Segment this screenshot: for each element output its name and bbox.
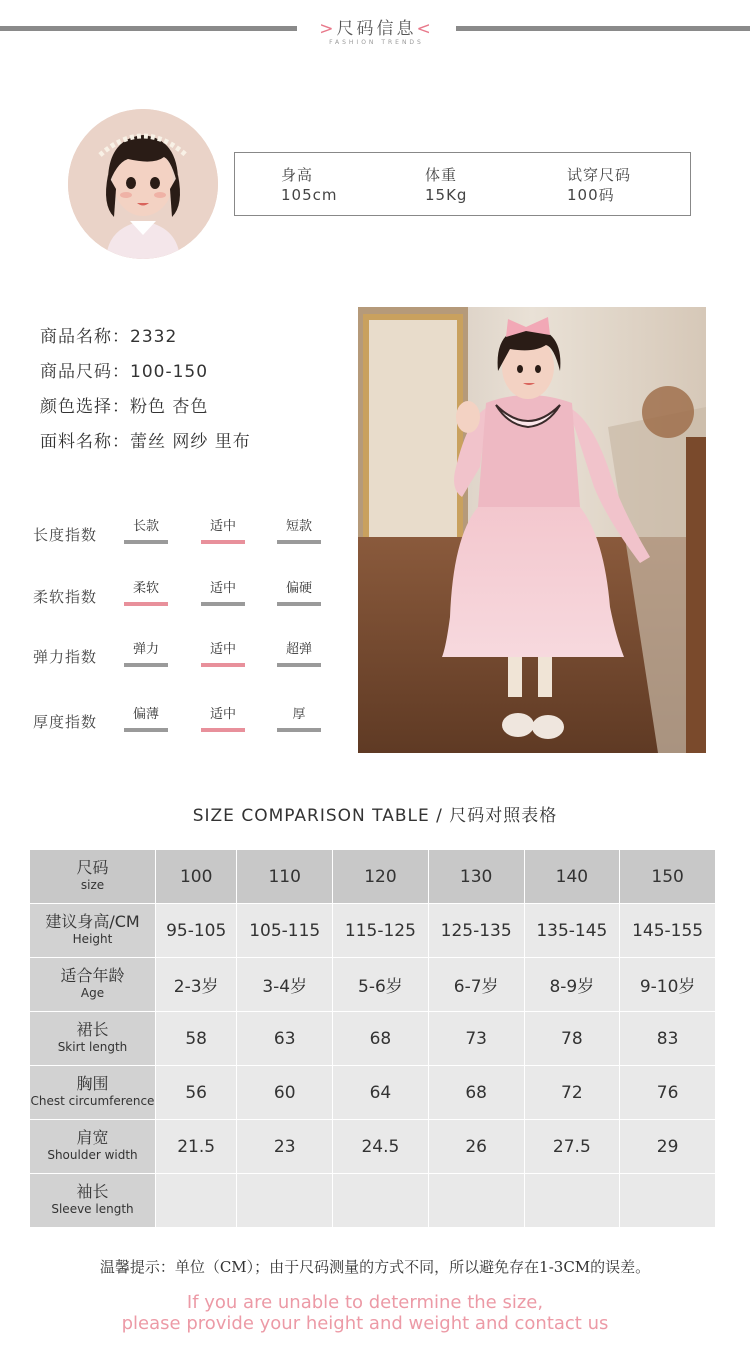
table-row bbox=[30, 958, 716, 1012]
table-cell: 58 bbox=[156, 1012, 237, 1066]
model-tried-size-label: 试穿尺码 bbox=[567, 166, 632, 184]
softness-option-text: 偏硬 bbox=[285, 581, 312, 596]
table-cell: 24.5 bbox=[333, 1120, 429, 1174]
table-cell: 78 bbox=[524, 1012, 620, 1066]
chevron-left-icon: < bbox=[416, 19, 434, 39]
row-header-cn: 裙长 bbox=[76, 1020, 109, 1039]
thickness-option bbox=[276, 703, 322, 732]
model-height bbox=[281, 165, 338, 205]
softness-option-text: 适中 bbox=[209, 581, 236, 596]
length-option-selected bbox=[200, 515, 246, 544]
table-cell: 76 bbox=[620, 1066, 716, 1120]
index-bar bbox=[277, 728, 321, 732]
row-header-cn: 建议身高/CM bbox=[45, 912, 140, 931]
row-header bbox=[30, 1012, 156, 1066]
softness-option bbox=[200, 577, 246, 606]
model-weight bbox=[425, 165, 467, 205]
row-header bbox=[30, 1120, 156, 1174]
size-table-title: SIZE COMPARISON TABLE / 尺码对照表格 bbox=[192, 806, 558, 826]
product-colors: 颜色选择：粉色 杏色 bbox=[40, 397, 209, 417]
row-header-cn: 适合年龄 bbox=[60, 966, 125, 985]
table-row bbox=[30, 1066, 716, 1120]
row-header-en: Sleeve length bbox=[51, 1202, 134, 1216]
row-header-en: Shoulder width bbox=[47, 1148, 138, 1162]
table-cell: 27.5 bbox=[524, 1120, 620, 1174]
table-cell: 23 bbox=[237, 1120, 333, 1174]
table-cell bbox=[524, 1174, 620, 1228]
thickness-index-label: 厚度指数 bbox=[33, 713, 98, 731]
thickness-option-text: 偏薄 bbox=[132, 707, 159, 722]
thickness-option bbox=[123, 703, 169, 732]
row-header bbox=[30, 1066, 156, 1120]
elasticity-option-text: 弹力 bbox=[132, 642, 159, 657]
product-photo bbox=[358, 307, 706, 753]
index-bar-selected bbox=[201, 728, 245, 732]
table-cell: 150 bbox=[620, 850, 716, 904]
section-title-text: 尺码信息 bbox=[336, 19, 417, 39]
softness-option-text: 柔软 bbox=[132, 581, 159, 596]
table-cell: 21.5 bbox=[156, 1120, 237, 1174]
chevron-right-icon: > bbox=[319, 19, 337, 39]
row-header-cn: 肩宽 bbox=[76, 1128, 109, 1147]
table-cell: 29 bbox=[620, 1120, 716, 1174]
section-subtitle: FASHION TRENDS bbox=[329, 39, 424, 46]
contact-note-line2: please provide your height and weight and contact us bbox=[121, 1313, 609, 1334]
elasticity-option-text: 适中 bbox=[209, 642, 236, 657]
table-cell bbox=[620, 1174, 716, 1228]
table-cell: 130 bbox=[428, 850, 524, 904]
table-cell: 63 bbox=[237, 1012, 333, 1066]
thickness-option-text: 适中 bbox=[209, 707, 236, 722]
size-table bbox=[29, 849, 716, 1228]
elasticity-option-selected bbox=[200, 638, 246, 667]
model-height-label: 身高 bbox=[281, 166, 314, 184]
softness-option-selected bbox=[123, 577, 169, 606]
table-cell: 64 bbox=[333, 1066, 429, 1120]
table-cell: 100 bbox=[156, 850, 237, 904]
length-option bbox=[276, 515, 322, 544]
row-header-cn: 袖长 bbox=[76, 1182, 109, 1201]
index-bar bbox=[277, 540, 321, 544]
table-row bbox=[30, 904, 716, 958]
row-header bbox=[30, 1174, 156, 1228]
table-cell: 115-125 bbox=[333, 904, 429, 958]
table-row bbox=[30, 1012, 716, 1066]
table-cell: 5-6岁 bbox=[333, 958, 429, 1012]
measurement-tip: 温馨提示：单位（CM）；由于尺码测量的方式不同，所以避免存在1-3CM的误差。 bbox=[99, 1258, 651, 1276]
index-bar-selected bbox=[201, 663, 245, 667]
row-header-cn: 尺码 bbox=[76, 858, 109, 877]
row-header bbox=[30, 958, 156, 1012]
index-bar bbox=[124, 663, 168, 667]
table-cell: 105-115 bbox=[237, 904, 333, 958]
index-bar-selected bbox=[201, 540, 245, 544]
elasticity-option bbox=[123, 638, 169, 667]
length-option-text: 长款 bbox=[132, 519, 159, 534]
product-fabric: 面料名称：蕾丝 网纱 里布 bbox=[40, 432, 251, 452]
index-bar bbox=[124, 728, 168, 732]
table-cell: 3-4岁 bbox=[237, 958, 333, 1012]
softness-index-label: 柔软指数 bbox=[33, 588, 98, 606]
row-header bbox=[30, 850, 156, 904]
elasticity-option-text: 超弹 bbox=[285, 642, 312, 657]
header-divider-left bbox=[0, 26, 297, 31]
table-cell: 8-9岁 bbox=[524, 958, 620, 1012]
table-cell: 68 bbox=[428, 1066, 524, 1120]
table-cell: 9-10岁 bbox=[620, 958, 716, 1012]
model-weight-value: 15Kg bbox=[425, 186, 468, 204]
row-header-cn: 胸围 bbox=[76, 1074, 109, 1093]
table-cell: 2-3岁 bbox=[156, 958, 237, 1012]
table-cell bbox=[156, 1174, 237, 1228]
model-height-value: 105cm bbox=[281, 186, 338, 204]
table-cell: 83 bbox=[620, 1012, 716, 1066]
table-cell: 6-7岁 bbox=[428, 958, 524, 1012]
thickness-option-selected bbox=[200, 703, 246, 732]
model-weight-label: 体重 bbox=[425, 166, 458, 184]
elasticity-option bbox=[276, 638, 322, 667]
row-header-en: Age bbox=[80, 986, 105, 1000]
table-cell: 125-135 bbox=[428, 904, 524, 958]
index-bar bbox=[124, 540, 168, 544]
model-tried-size bbox=[567, 165, 631, 205]
table-cell: 60 bbox=[237, 1066, 333, 1120]
elasticity-index-label: 弹力指数 bbox=[33, 648, 98, 666]
table-row bbox=[30, 850, 716, 904]
index-bar bbox=[201, 602, 245, 606]
table-cell: 73 bbox=[428, 1012, 524, 1066]
row-header-en: Chest circumference bbox=[30, 1094, 155, 1108]
length-option-text: 适中 bbox=[209, 519, 236, 534]
row-header-en: size bbox=[80, 878, 105, 892]
header-divider-right bbox=[456, 26, 750, 31]
table-cell bbox=[333, 1174, 429, 1228]
table-cell: 56 bbox=[156, 1066, 237, 1120]
section-title bbox=[297, 14, 456, 39]
table-cell bbox=[237, 1174, 333, 1228]
thickness-option-text: 厚 bbox=[292, 707, 306, 722]
table-cell: 120 bbox=[333, 850, 429, 904]
product-sizes: 商品尺码：100-150 bbox=[40, 362, 209, 382]
table-cell: 140 bbox=[524, 850, 620, 904]
row-header-en: Skirt length bbox=[57, 1040, 128, 1054]
table-cell: 145-155 bbox=[620, 904, 716, 958]
softness-option bbox=[276, 577, 322, 606]
table-cell: 110 bbox=[237, 850, 333, 904]
index-bar bbox=[277, 663, 321, 667]
table-cell: 95-105 bbox=[156, 904, 237, 958]
table-cell: 135-145 bbox=[524, 904, 620, 958]
model-tried-size-value: 100码 bbox=[567, 186, 615, 204]
table-cell: 26 bbox=[428, 1120, 524, 1174]
model-avatar bbox=[68, 109, 218, 259]
row-header-en: Height bbox=[72, 932, 113, 946]
index-bar-selected bbox=[124, 602, 168, 606]
length-option-text: 短款 bbox=[285, 519, 312, 534]
table-row bbox=[30, 1120, 716, 1174]
table-cell: 68 bbox=[333, 1012, 429, 1066]
table-cell bbox=[428, 1174, 524, 1228]
length-index-label: 长度指数 bbox=[33, 526, 98, 544]
model-info-box bbox=[234, 152, 691, 216]
index-bar bbox=[277, 602, 321, 606]
length-option bbox=[123, 515, 169, 544]
table-row bbox=[30, 1174, 716, 1228]
contact-note-line1: If you are unable to determine the size, bbox=[186, 1292, 544, 1313]
row-header bbox=[30, 904, 156, 958]
product-name: 商品名称：2332 bbox=[40, 327, 178, 347]
table-cell: 72 bbox=[524, 1066, 620, 1120]
